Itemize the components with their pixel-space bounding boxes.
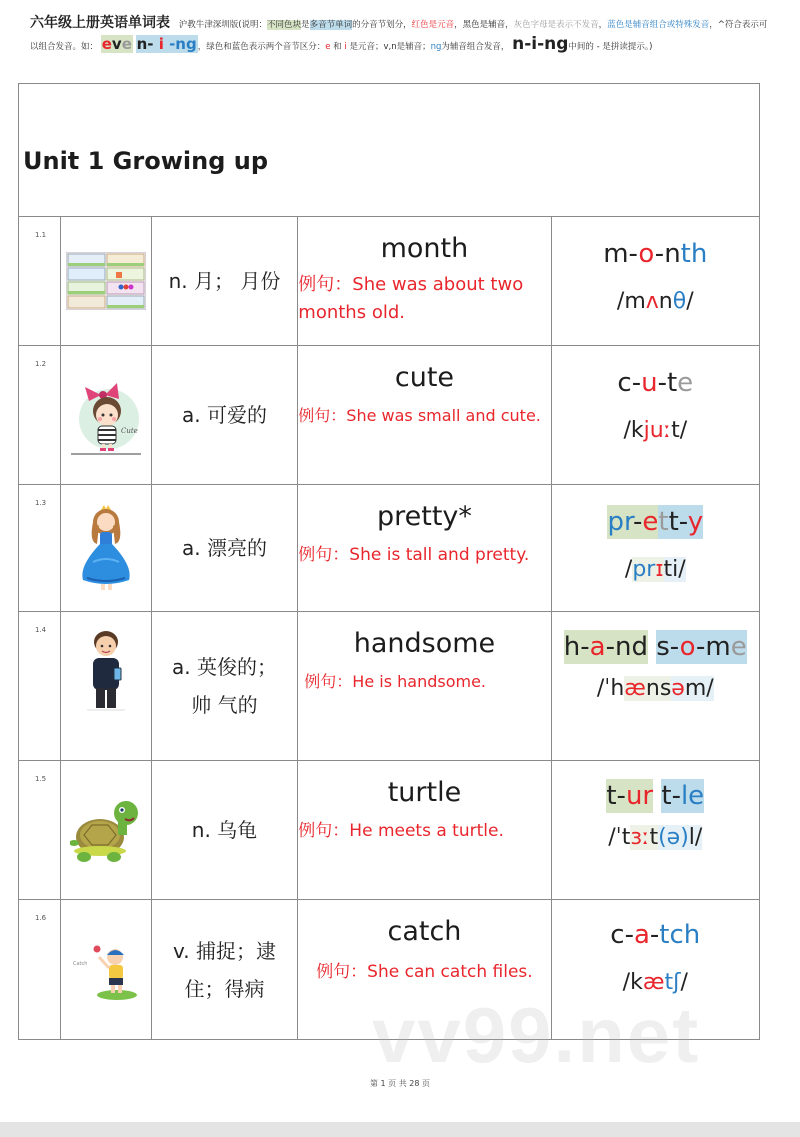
example-sentence: 例句：He is handsome. bbox=[304, 672, 487, 691]
vocabulary-word: turtle bbox=[387, 777, 462, 808]
table-row bbox=[19, 900, 759, 1039]
syllable-part: ur bbox=[625, 781, 654, 811]
princess-icon bbox=[73, 504, 139, 592]
man-icon bbox=[81, 628, 131, 712]
unit-title: Unit 1 Growing up bbox=[23, 147, 268, 175]
ipa-part: /ˈt bbox=[608, 825, 631, 850]
ipa-part: /k bbox=[622, 970, 643, 995]
phonetic-transcription bbox=[552, 414, 759, 448]
separator: ， bbox=[454, 20, 463, 30]
legend-text: 为辅音组合发音， bbox=[441, 42, 510, 52]
ng-label: ng bbox=[430, 42, 442, 52]
ipa-part: ɜː bbox=[630, 825, 650, 850]
vocabulary-word: handsome bbox=[353, 628, 496, 659]
meaning-line: v. 捕捉；逮 bbox=[172, 938, 276, 963]
boy-catching-ball-picture bbox=[61, 900, 152, 1039]
vocabulary-word: cute bbox=[394, 362, 455, 393]
ipa-part: l/ bbox=[688, 825, 703, 850]
table-row bbox=[19, 346, 759, 485]
cute-girl-picture bbox=[61, 346, 152, 484]
syllable-breakdown bbox=[607, 503, 703, 541]
ipa-part: ɪ bbox=[655, 557, 664, 582]
handsome-man-picture bbox=[61, 612, 152, 760]
entry-number: 1.4 bbox=[19, 612, 61, 760]
viewer-bottom-bar bbox=[0, 1122, 800, 1137]
ipa-part: t/ bbox=[671, 418, 688, 443]
legend-green-block: 不同色块 bbox=[267, 20, 302, 30]
word-cell bbox=[298, 217, 551, 345]
example-eve-block bbox=[101, 35, 133, 53]
example-sentence: 例句：She was about two months old. bbox=[298, 274, 524, 323]
entry-number: 1.3 bbox=[19, 485, 61, 611]
legend-text: 是 bbox=[301, 20, 310, 30]
note-two-syllables: ，绿色和蓝色表示两个音节区分： bbox=[197, 42, 326, 52]
ipa-part: æ bbox=[624, 676, 646, 701]
syllable-part: t bbox=[658, 507, 669, 537]
phonetic-transcription bbox=[552, 672, 759, 706]
turtle-picture bbox=[61, 761, 152, 899]
document-header bbox=[30, 14, 775, 57]
example-sentence: 例句：She was small and cute. bbox=[298, 406, 541, 425]
syllable-part: - bbox=[649, 920, 660, 950]
syllable-block-1 bbox=[606, 779, 653, 813]
word-meaning: a. 漂亮的 bbox=[152, 485, 299, 611]
example-letter: -ng bbox=[169, 35, 197, 53]
example-letter: v bbox=[111, 35, 122, 53]
syllable-block-2 bbox=[656, 630, 747, 664]
princess-blue-dress-picture bbox=[61, 485, 152, 611]
example-sentence: 例句：She can catch files. bbox=[316, 962, 533, 982]
months-calendar-picture bbox=[61, 217, 152, 345]
syllable-part: n bbox=[664, 239, 681, 269]
syllable-part: e bbox=[677, 368, 694, 398]
syllable-part: th bbox=[680, 239, 708, 269]
ipa-part: ju bbox=[643, 418, 664, 443]
meaning-line: a. 英俊的； bbox=[171, 655, 277, 679]
example-letter: i bbox=[153, 35, 170, 53]
word-meaning: n. 乌龟 bbox=[152, 761, 299, 899]
ipa-part: m/ bbox=[684, 676, 714, 701]
syllable-block-2 bbox=[658, 505, 703, 539]
syllable-breakdown bbox=[606, 777, 704, 815]
phonics-cell bbox=[552, 485, 759, 611]
separator: ， bbox=[505, 20, 514, 30]
syllable-part: pr bbox=[607, 507, 633, 537]
syllable-part: t- bbox=[661, 781, 681, 811]
entry-number: 1.5 bbox=[19, 761, 61, 899]
example-letter: e bbox=[101, 35, 112, 53]
svg-text:Cute: Cute bbox=[120, 427, 138, 435]
syllable-part: - bbox=[624, 920, 634, 950]
table-row bbox=[19, 485, 759, 612]
syllable-block-1 bbox=[607, 505, 658, 539]
phonics-cell bbox=[552, 761, 759, 899]
boy-catch-icon bbox=[71, 935, 141, 1005]
ipa-part: ns bbox=[645, 676, 672, 701]
example-ning-block bbox=[136, 35, 198, 53]
word-cell bbox=[298, 346, 551, 484]
syllable-breakdown bbox=[617, 364, 693, 402]
syllable-part: h bbox=[563, 632, 581, 662]
ipa-part: tʃ bbox=[664, 970, 681, 995]
dash-example: n-i-ng bbox=[512, 34, 569, 54]
legend-black-label: 黑色是辅音 bbox=[462, 20, 506, 30]
ipa-part: /k bbox=[623, 418, 644, 443]
syllable-part: e bbox=[730, 632, 747, 662]
word-cell bbox=[298, 612, 551, 760]
document-title: 六年级上册英语单词表 bbox=[30, 15, 170, 31]
syllable-part: - bbox=[580, 632, 590, 662]
syllable-part: - bbox=[669, 632, 680, 662]
legend-gray-label: 灰色字母是表示不发音 bbox=[513, 20, 599, 30]
legend-blue-label: 蓝色是辅音组合或特殊发音 bbox=[607, 20, 710, 30]
syllable-part: tch bbox=[659, 920, 701, 950]
phonics-cell bbox=[552, 346, 759, 484]
syllable-part: - bbox=[654, 239, 665, 269]
ipa-part: /m bbox=[616, 289, 646, 314]
syllable-part: m bbox=[603, 239, 629, 269]
syllable-part: le bbox=[680, 781, 705, 811]
ipa-part: ə bbox=[671, 676, 685, 701]
syllable-part: - bbox=[657, 368, 667, 398]
page-indicator: 第 1 页 共 28 页 bbox=[370, 1079, 430, 1088]
word-cell bbox=[298, 761, 551, 899]
svg-text:Catch: Catch bbox=[72, 960, 88, 967]
separator: ， bbox=[598, 20, 608, 30]
syllable-block-2 bbox=[661, 779, 704, 813]
syllable-part: t bbox=[668, 507, 679, 537]
table-row bbox=[19, 761, 759, 900]
entry-number: 1.6 bbox=[19, 900, 61, 1039]
word-meaning: a. 可爱的 bbox=[152, 346, 299, 484]
table-row bbox=[19, 217, 759, 346]
ipa-part: /ˈh bbox=[596, 676, 625, 701]
phonetic-transcription bbox=[552, 966, 759, 1000]
ipa-part: / bbox=[624, 557, 633, 582]
ipa-part: ti/ bbox=[663, 557, 686, 582]
syllable-part: -nd bbox=[605, 632, 648, 662]
phonetic-transcription bbox=[552, 821, 759, 855]
vowel-e-label: e bbox=[325, 42, 331, 52]
cute-girl-icon bbox=[67, 375, 145, 455]
entry-number: 1.2 bbox=[19, 346, 61, 484]
dash-note: 中间的 - 是拼读提示。) bbox=[568, 42, 653, 52]
word-cell bbox=[298, 485, 551, 611]
legend-text: 是元音；v,n是辅音； bbox=[346, 42, 431, 52]
table-row bbox=[19, 612, 759, 761]
example-letter: n- bbox=[136, 35, 154, 53]
ipa-part: / bbox=[686, 289, 694, 314]
turtle-icon bbox=[70, 795, 142, 865]
syllable-part: a bbox=[633, 920, 650, 950]
legend-text: 的分音节划分， bbox=[352, 20, 412, 30]
vocabulary-word: catch bbox=[387, 916, 462, 947]
syllable-part: c bbox=[610, 920, 625, 950]
syllable-part: - bbox=[632, 507, 643, 537]
syllable-part: t- bbox=[606, 781, 626, 811]
legend-red-label: 红色是元音 bbox=[411, 20, 455, 30]
vocabulary-word: pretty* bbox=[376, 501, 472, 532]
ipa-part: æ bbox=[642, 970, 665, 995]
syllable-breakdown bbox=[610, 916, 700, 954]
vowel-i-label: i bbox=[344, 42, 347, 52]
syllable-part: c bbox=[617, 368, 632, 398]
ipa-part: n bbox=[658, 289, 673, 314]
syllable-breakdown bbox=[564, 628, 747, 666]
ipa-part: (ə) bbox=[658, 825, 689, 850]
syllable-part: s bbox=[656, 632, 670, 662]
syllable-breakdown bbox=[603, 235, 707, 273]
syllable-part: a bbox=[589, 632, 606, 662]
phonics-cell bbox=[552, 612, 759, 760]
syllable-part: o bbox=[638, 239, 655, 269]
ipa-part: θ bbox=[672, 289, 687, 314]
syllable-part: t bbox=[666, 368, 678, 398]
legend-text: 和 bbox=[330, 42, 345, 52]
phonics-cell bbox=[552, 900, 759, 1039]
syllable-part: - bbox=[678, 507, 688, 537]
vocabulary-table bbox=[18, 83, 760, 1040]
syllable-block-1 bbox=[564, 630, 648, 664]
example-sentence: 例句：He meets a turtle. bbox=[298, 821, 504, 841]
ipa-part: t bbox=[649, 825, 659, 850]
caret-note: ，^符合表示可以组合发音。如： bbox=[30, 20, 768, 52]
syllable-part: -m bbox=[696, 632, 731, 662]
word-meaning bbox=[152, 900, 299, 1039]
syllable-part: u bbox=[641, 368, 658, 398]
syllable-part: - bbox=[628, 239, 639, 269]
entry-number: 1.1 bbox=[19, 217, 61, 345]
legend-blue-block: 多音节单词 bbox=[309, 20, 353, 30]
unit-header-row bbox=[19, 84, 759, 217]
edition-note: 沪教牛津深圳版(说明： bbox=[178, 20, 268, 30]
watermark: vv99.net bbox=[372, 991, 701, 1079]
ipa-part: ʌ bbox=[645, 289, 659, 314]
vocabulary-word: month bbox=[380, 233, 469, 264]
syllable-part: y bbox=[687, 507, 704, 537]
syllable-part: o bbox=[679, 632, 697, 662]
example-letter: e bbox=[121, 35, 132, 53]
phonics-cell bbox=[552, 217, 759, 345]
example-sentence: 例句：She is tall and pretty. bbox=[298, 545, 530, 565]
meaning-line: 住；得病 bbox=[184, 976, 265, 1001]
ipa-part: / bbox=[680, 970, 688, 995]
ipa-part: ː bbox=[663, 418, 672, 443]
phonetic-transcription bbox=[552, 285, 759, 319]
calendar-icon bbox=[66, 252, 146, 310]
word-cell bbox=[298, 900, 551, 1039]
syllable-part: - bbox=[631, 368, 642, 398]
ipa-part: pr bbox=[632, 557, 656, 582]
syllable-part: e bbox=[642, 507, 659, 537]
word-meaning bbox=[152, 612, 299, 760]
phonetic-transcription bbox=[552, 553, 759, 587]
meaning-line: 帅 气的 bbox=[191, 693, 258, 717]
word-meaning: n. 月； 月份 bbox=[152, 217, 299, 345]
